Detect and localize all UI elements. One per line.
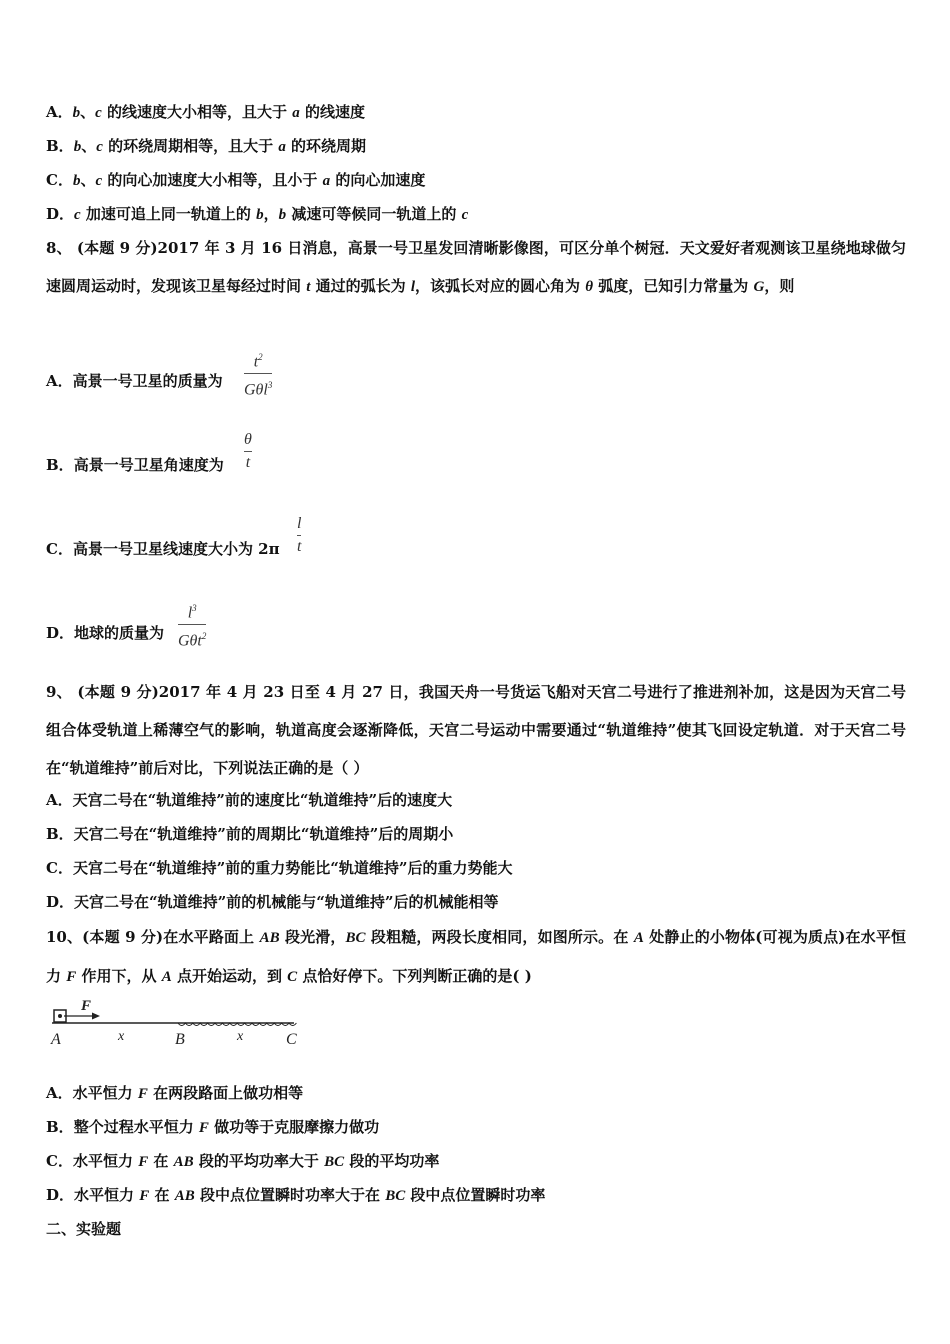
q10-option-b: B．整个过程水平恒力 F 做功等于克服摩擦力做功: [46, 1118, 380, 1136]
q7-option-d: D．c 加速可追上同一轨道上的 b，b 减速可等候同一轨道上的 c: [46, 205, 469, 223]
q10-option-c: C．水平恒力 F 在 AB 段的平均功率大于 BC 段的平均功率: [46, 1152, 440, 1170]
q8-option-d: D．地球的质量为: [46, 624, 165, 642]
q9-option-d: D．天宫二号在“轨道维持”前的机械能与“轨道维持”后的机械能相等: [46, 893, 499, 911]
q8-option-b: B．高景一号卫星角速度为: [46, 456, 224, 474]
q9-option-a: A．天宫二号在“轨道维持”前的速度比“轨道维持”后的速度大: [46, 791, 453, 809]
q10-figure: [46, 996, 316, 1054]
label-x2: x: [237, 1029, 244, 1044]
q7-option-a: A．b、c 的线速度大小相等，且大于 a 的线速度: [46, 103, 366, 121]
q9-stem: 9、 (本题 9 分)2017 年 4 月 23 日至 4 月 27 日，我国天舟一号货运飞船对天宫二号进行了推进剂补加，这是因为天宫二号组合体受轨道上稀薄空气的影响，轨道高度会逐渐降低，天宫二号运动中需要通过“轨道维持”使其飞回设定轨道．对于天宫二号在“轨道维持”前后对比，下列说法正确的是（ ）: [46, 683, 906, 777]
q10-option-a: A．水平恒力 F 在两段路面上做功相等: [46, 1084, 304, 1102]
q8-option-a-formula: $t^2$ Gθl$^3$: [244, 352, 273, 399]
q8-option-d-formula: $l^3$ Gθt$^2$: [178, 603, 207, 650]
label-f: F: [81, 998, 92, 1014]
label-b: B: [175, 1031, 185, 1048]
section-heading: 二、实验题: [46, 1220, 122, 1238]
q7-option-c: C．b、c 的向心加速度大小相等，且小于 a 的向心加速度: [46, 171, 426, 189]
q8-option-a: A．高景一号卫星的质量为: [46, 372, 223, 390]
label-x1: x: [118, 1029, 125, 1044]
q10-option-d: D．水平恒力 F 在 AB 段中点位置瞬时功率大于在 BC 段中点位置瞬时功率: [46, 1186, 546, 1204]
label-c: C: [286, 1031, 297, 1048]
q8-stem: 8、 (本题 9 分)2017 年 3 月 16 日消息，高景一号卫星发回清晰影像图，可区分单个树冠．天文爱好者观测该卫星绕地球做匀速圆周运动时，发现该卫星每经过时间 t 通过的弧长为 l，该弧长对应的圆心角为 θ 弧度，已知引力常量为 G，则: [46, 239, 906, 295]
q8-option-c: C．高景一号卫星线速度大小为 2π: [46, 540, 280, 558]
q8-option-b-formula: θ t: [244, 431, 252, 471]
label-a: A: [51, 1031, 61, 1048]
q7-option-b: B．b、c 的环绕周期相等，且大于 a 的环绕周期: [46, 137, 367, 155]
q10-stem: 10、(本题 9 分)在水平路面上 AB 段光滑，BC 段粗糙，两段长度相同，如图所示。在 A 处静止的小物体(可视为质点)在水平恒力 F 作用下，从 A 点开始运动，到 C 点恰好停下。下列判断正确的是( ): [46, 928, 906, 985]
q8-option-c-formula: l t: [297, 515, 302, 555]
q9-option-c: C．天宫二号在“轨道维持”前的重力势能比“轨道维持”后的重力势能大: [46, 859, 513, 877]
q9-option-b: B．天宫二号在“轨道维持”前的周期比“轨道维持”后的周期小: [46, 825, 454, 843]
